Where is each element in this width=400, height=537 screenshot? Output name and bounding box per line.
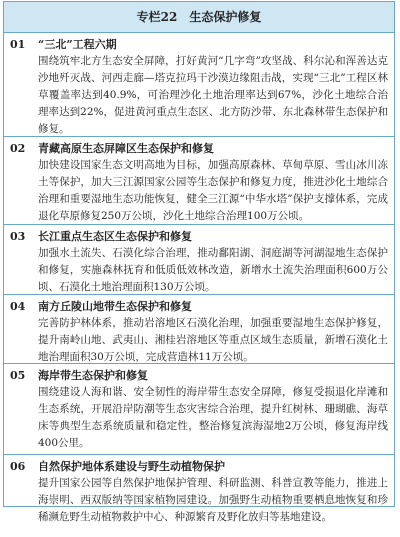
section-02 xyxy=(4,137,394,225)
section-heading-row xyxy=(10,229,388,245)
section-heading: 自然保护地体系建设与野生动植物保护 xyxy=(38,460,225,473)
section-heading-row xyxy=(10,37,388,53)
section-body: 完善防护林体系，推动岩溶地区石漠化治理，加强重要湿地生态保护修复，提升南岭山地、武夷山、湘桂岩溶地区等重点区域生态质量，新增石漠化土地治理面积30万公顷，完成营造林11万公顷。 xyxy=(38,317,388,363)
section-body: 加强水土流失、石漠化综合治理，推动鄱阳湖、洞庭湖等河湖湿地生态保护和修复，实施森林抚育和低质低效林改造，新增水土流失治理面积600万公顷、石漠化土地治理面积130万公顷。 xyxy=(38,247,388,293)
section-number: 04 xyxy=(10,300,26,313)
section-heading: 南方丘陵山地带生态保护和修复 xyxy=(38,300,192,313)
section-heading-row xyxy=(10,141,388,157)
section-body: 加快建设国家生态文明高地为目标，加强高原森林、草甸草原、雪山冰川冻土等保护，加大三江源国家公园等生态保护和修复力度，推进沙化土地综合治理和重要湿地生态功能恢复，健全三江源“中华水塔”保护支撑体系，完成退化草原修复250万公顷，沙化土地综合治理100万公顷。 xyxy=(38,159,388,222)
section-04 xyxy=(4,295,394,364)
section-body: 围绕筑牢北方生态安全屏障，打好黄河“几字弯”攻坚战、科尔沁和浑善达克沙地歼灭战、河西走廊—塔克拉玛干沙漠边缘阻击战，实现“三北”工程区林草覆盖率达到40.9%，可治理沙化土地治理率达到67%，沙化土地综合治理率达到22%，促进黄河重点生态区、北方防沙带、东北森林带生态保护和修复。 xyxy=(38,55,388,135)
panel-title: 专栏22 生态保护修复 xyxy=(4,2,394,33)
section-01 xyxy=(4,33,394,137)
feature-panel xyxy=(3,1,395,523)
section-heading: 青藏高原生态屏障区生态保护和修复 xyxy=(38,142,214,155)
section-heading-row xyxy=(10,459,388,475)
section-body: 围绕建设人海和谐、安全韧性的海岸带生态安全屏障，修复受损退化岸滩和生态系统，开展沿岸防潮等生态灾害综合治理，提升红树林、珊瑚礁、海草床等典型生态系统质量和稳定性，整治修复滨海湿地2万公顷，修复海岸线400公里。 xyxy=(38,386,388,449)
section-heading: 海岸带生态保护和修复 xyxy=(38,369,148,382)
section-heading-row xyxy=(10,368,388,384)
section-number: 06 xyxy=(10,460,26,473)
section-03 xyxy=(4,225,394,295)
section-number: 03 xyxy=(10,230,26,243)
section-number: 01 xyxy=(10,38,26,51)
section-number: 05 xyxy=(10,369,26,382)
section-heading: 长江重点生态区生态保护和修复 xyxy=(38,230,192,243)
section-06 xyxy=(4,455,394,537)
section-heading: “三北”工程六期 xyxy=(38,38,117,51)
section-body: 提升国家公园等自然保护地保护管理、科研监测、科普宣教等能力，推进上海崇明、西双版纳等国家植物园建设。加强野生动植物重要栖息地恢复和珍稀濒危野生动植物救护中心、种源繁育及野化放归等基地建设。 xyxy=(38,477,388,523)
section-05 xyxy=(4,364,394,455)
section-number: 02 xyxy=(10,142,26,155)
section-heading-row xyxy=(10,299,388,315)
